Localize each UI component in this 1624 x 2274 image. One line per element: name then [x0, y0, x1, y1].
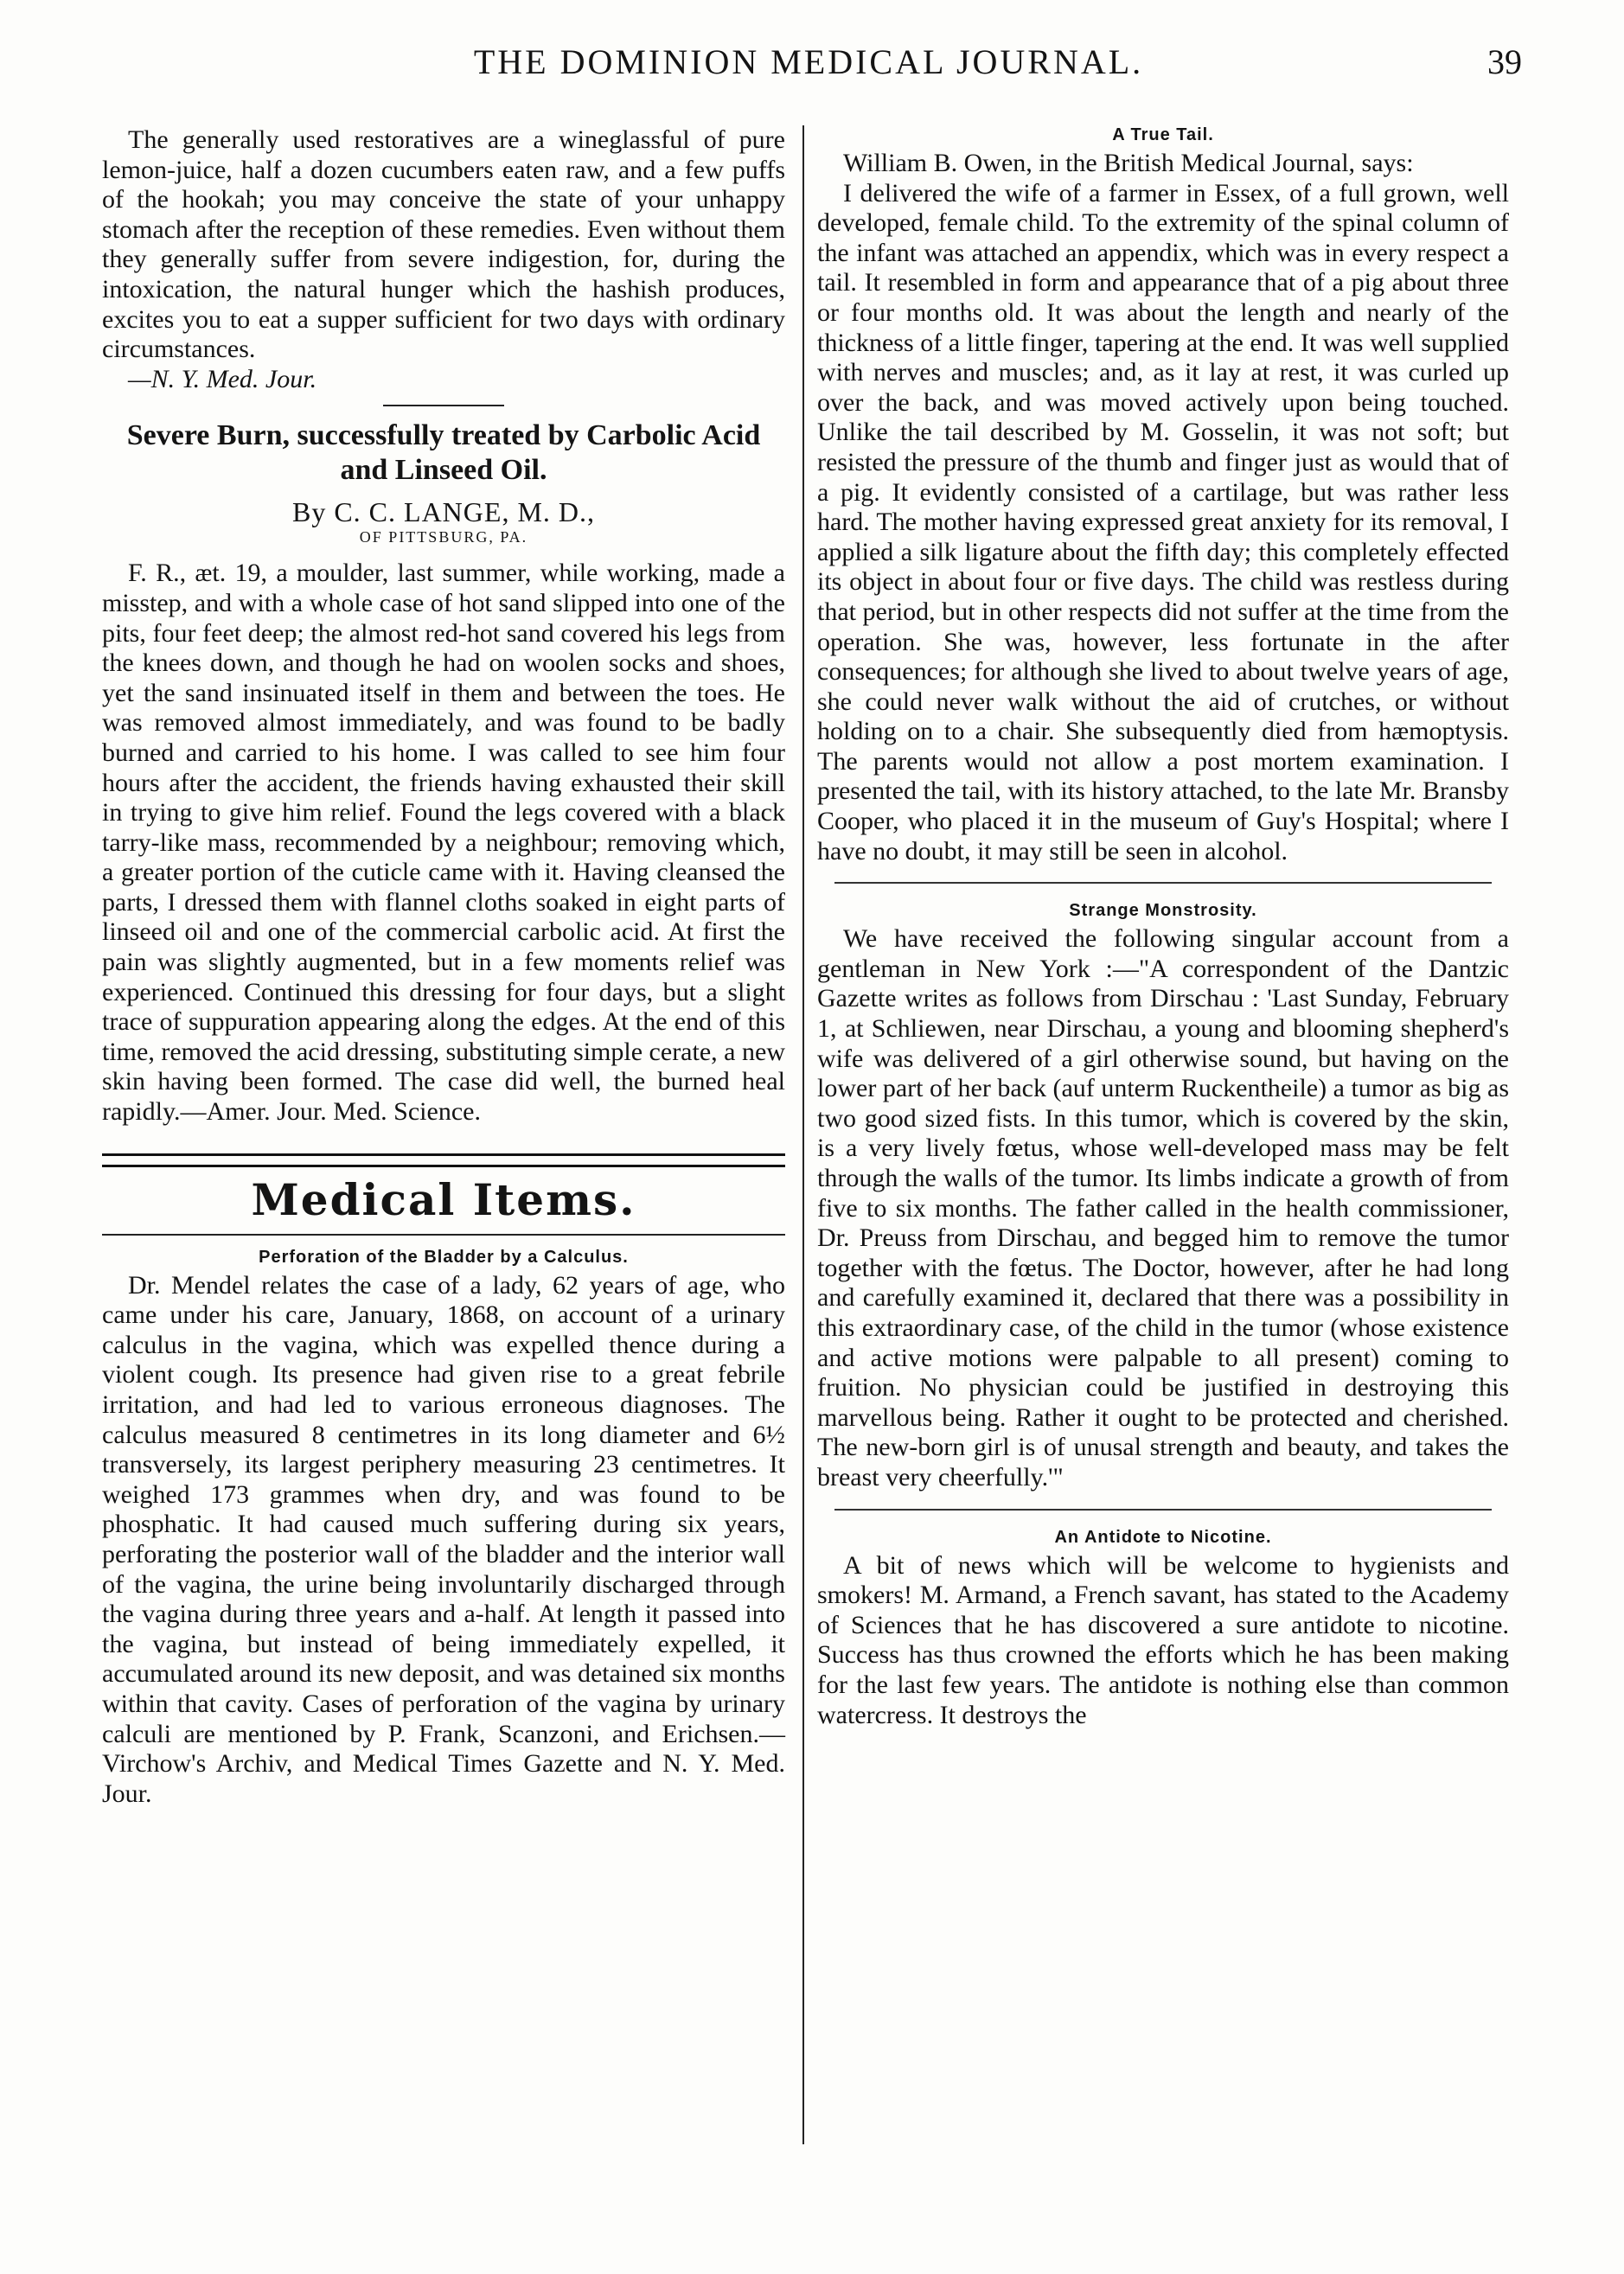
continuation-source: —N. Y. Med. Jour. — [128, 364, 317, 393]
bladder-article-body: Dr. Mendel relates the case of a lady, 62 years of age, who came under his care, January, 1868, on account of a urinary calculus in the vagina, which was expelled thence during a violent cough. Its presence had given rise to a great febrile irritation, and had led to various erroneous diagnoses. The calculus measured 8 centimetres in its long diameter and 6½ transversely, its largest periphery measuring 23 centimetres. It weighed 173 grammes when dry, and was found to be phosphatic. It had caused much suffering during six years, perforating the posterior wall of the bladder and the interior wall of the vagina, the urine being involuntarily discharged through the vagina during three years and a-half. At length it passed into the vagina, but instead of being immediately expelled, it accumulated around its new deposit, and was detained six months within that cavity. Cases of perforation of the vagina by urinary calculi are mentioned by P. Frank, Scanzoni, and Erichsen.—Virchow's Archiv, and Medical Times Gazette and N. Y. Med. Jour. — [102, 1270, 785, 1808]
ornament-rule — [383, 405, 504, 406]
nicotine-article-title: An Antidote to Nicotine. — [1054, 1527, 1272, 1547]
bladder-article-title: Perforation of the Bladder by a Calculus. — [259, 1247, 629, 1267]
section-heading: Medical Items. — [251, 1173, 636, 1225]
article-separator — [834, 882, 1492, 884]
tail-article-title: A True Tail. — [1112, 125, 1214, 144]
burn-article-title: Severe Burn, successfully treated by Carbolic Acid and Linseed Oil. — [126, 419, 761, 487]
section-rule — [102, 1234, 785, 1236]
burn-byline: By C. C. LANGE, M. D., — [291, 496, 595, 528]
column-divider — [802, 125, 804, 2144]
tail-intro: William B. Owen, in the British Medical Journal, says: — [843, 149, 1414, 177]
section-double-rule — [102, 1153, 785, 1167]
left-column — [102, 125, 785, 1809]
nicotine-article-body: A bit of news which will be welcome to hygienists and smokers! M. Armand, a French savant, has stated to the Academy of Sciences that he has discovered a sure antidote to nicotine. Success has thus crowned the efforts which he has been making for the last few years. The antidote is nothing else than common watercress. It destroys the — [817, 1550, 1509, 1729]
tail-article-body: I delivered the wife of a farmer in Essex, of a full grown, well developed, female child. To the extremity of the spinal column of the infant was attached an appendix, which was in every respect a tail. It resembled in form and appearance that of a pig about three or four months old. It was about the length and nearly of the thickness of a little finger, tapering at the end. It was well supplied with nerves and muscles; and, as it lay at rest, it was curled up over the back, and was moved actively upon being touched. Unlike the tail described by M. Gosselin, it was not soft; but resisted the pressure of the thumb and finger just as would that of a pig. It evidently consisted of a cartilage, but was rather less hard. The mother having expressed great anxiety for its removal, I applied a silk ligature about the fifth day; this completely effected its object in about four or five days. The child was restless during that period, but in other respects did not suffer at the time from the operation. She was, however, less fortunate in the after consequences; for although she lived to about twelve years of age, she could never walk without the aid of crutches, or without holding on to a chair. She subsequently died from hæmoptysis. The parents would not allow a post mortem examination. I presented the tail, with its history attached, to the late Mr. Bransby Cooper, who placed it in the museum of Guy's Hospital; where I have no doubt, it may still be seen in alcohol. — [817, 178, 1509, 866]
journal-title: THE DOMINION MEDICAL JOURNAL. — [473, 42, 1144, 81]
monstrosity-article-title: Strange Monstrosity. — [1069, 901, 1257, 921]
burn-article-body: F. R., æt. 19, a moulder, last summer, while working, made a misstep, and with a whole case of hot sand slipped into one of the pits, four feet deep; the almost red-hot sand covered his legs from the knees down, and though he had on woolen socks and shoes, yet the sand insinuated itself in them and between the toes. He was removed almost immediately, and was found to be badly burned and carried to his home. I was called to see him four hours after the accident, the friends having exhausted their skill in trying to give him relief. Found the legs covered with a black tarry-like mass, recommended by a neighbour; removing which, a greater portion of the cuticle came with it. Having cleansed the parts, I dressed them with flannel cloths soaked in eight parts of linseed oil and one of the commercial carbolic acid. At first the pain was slightly augmented, but in a few moments relief was experienced. Continued this dressing for four days, but a slight trace of suppuration appearing along the edges. At the end of this time, removed the acid dressing, substituting simple cerate, a new skin having been formed. The case did well, the burned heal rapidly.—Amer. Jour. Med. Science. — [102, 559, 785, 1127]
page-header — [95, 42, 1522, 93]
continuation-paragraph: The generally used restoratives are a wineglassful of pure lemon-juice, half a dozen cucumbers eaten raw, and a few puffs of the hookah; you may conceive the state of your unhappy stomach after the reception of these remedies. Even without them they generally suffer from severe indigestion, for, during the intoxication, the natural hunger which the hashish produces, excites you to eat a supper sufficient for two days with ordinary circumstances. — [102, 125, 785, 364]
page-number: 39 — [1487, 42, 1522, 81]
right-column — [817, 125, 1509, 1730]
burn-location: OF PITTSBURG, PA. — [359, 528, 528, 546]
monstrosity-article-body: We have received the following singular account from a gentleman in New York :—"A correspondent of the Dantzic Gazette writes as follows from Dirschau : 'Last Sunday, February 1, at Schliewen, near Dirschau, a young and blooming shepherd's wife was delivered of a girl otherwise sound, but having on the lower part of her back (auf unterm Ruckentheile) a tumor as big as two good sized fists. In this tumor, which is covered by the skin, is a very lively fœtus, whose well-developed mass may be felt through the walls of the tumor. Its limbs indicate a growth of from five to six months. The father called in the health commissioner, Dr. Preuss from Dirschau, and begged him to remove the tumor together with the fœtus. The Doctor, however, after he had long and carefully examined it, declared that there was a possibility in this extraordinary case, of the child in the tumor (whose existence and active motions were palpable to all present) coming to fruition. No physician could be justified in destroying this marvellous being. Rather it ought to be protected and cherished. The new-born girl is of unusal strength and beauty, and takes the breast very cheerfully.'" — [817, 924, 1509, 1492]
article-separator — [834, 1509, 1492, 1511]
